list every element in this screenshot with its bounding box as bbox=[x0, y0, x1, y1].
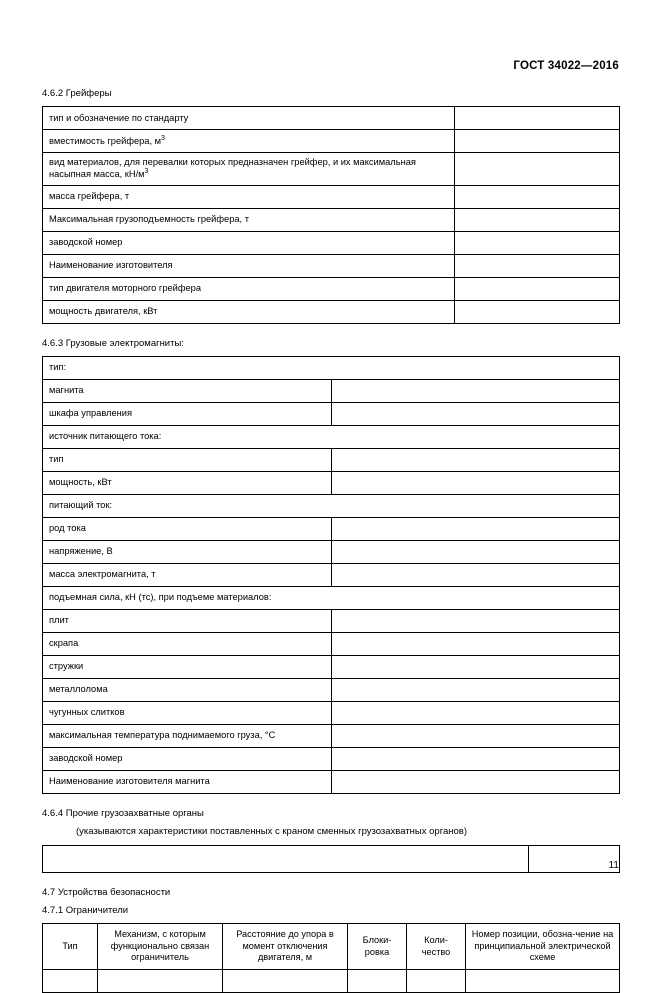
column-header-type: Тип bbox=[43, 924, 98, 970]
table-row bbox=[43, 655, 620, 678]
row-label: стружки bbox=[43, 655, 332, 678]
page-header: ГОСТ 34022—2016 bbox=[513, 60, 619, 72]
row-label: тип bbox=[43, 448, 332, 471]
section-label-other-devices: 4.6.4 Прочие грузозахватные органы bbox=[42, 807, 204, 819]
table-row bbox=[43, 356, 620, 379]
column-header-quantity: Коли-чество bbox=[407, 924, 466, 970]
row-value-field[interactable] bbox=[331, 632, 620, 655]
cell-position[interactable] bbox=[466, 969, 620, 992]
row-value-field[interactable] bbox=[331, 379, 620, 402]
row-value-field[interactable] bbox=[331, 448, 620, 471]
cell-quantity[interactable] bbox=[407, 969, 466, 992]
table-row bbox=[43, 770, 620, 793]
row-value-field[interactable] bbox=[331, 563, 620, 586]
row-label: тип двигателя моторного грейфера bbox=[43, 277, 455, 300]
table-row bbox=[43, 747, 620, 770]
table-row bbox=[43, 130, 620, 153]
row-label: Максимальная грузоподъемность грейфера, т bbox=[43, 208, 455, 231]
row-label: шкафа управления bbox=[43, 402, 332, 425]
row-label: напряжение, В bbox=[43, 540, 332, 563]
row-value-field[interactable] bbox=[331, 747, 620, 770]
row-label: плит bbox=[43, 609, 332, 632]
table-row bbox=[43, 563, 620, 586]
row-label: масса электромагнита, т bbox=[43, 563, 332, 586]
row-label: тип: bbox=[43, 356, 620, 379]
column-header-interlock: Блоки-ровка bbox=[348, 924, 407, 970]
row-value-field[interactable] bbox=[331, 540, 620, 563]
row-value-field[interactable] bbox=[331, 724, 620, 747]
row-label: масса грейфера, т bbox=[43, 185, 455, 208]
grabs-table bbox=[42, 106, 620, 323]
row-value-field[interactable] bbox=[455, 231, 620, 254]
row-label: вид материалов, для перевалки которых предназначен грейфер, и их максимальная насыпная масса, $кН/м^3$ bbox=[43, 153, 455, 185]
row-value-field[interactable] bbox=[455, 130, 620, 153]
section-label-limiters: 4.7.1 Ограничители bbox=[42, 904, 129, 916]
row-value-field[interactable] bbox=[455, 153, 620, 185]
row-value-field[interactable] bbox=[455, 300, 620, 323]
row-label: чугунных слитков bbox=[43, 701, 332, 724]
section-note-other-devices: (указываются характеристики поставленных с краном сменных грузозахватных органов) bbox=[76, 826, 467, 838]
table-row bbox=[43, 231, 620, 254]
row-label: заводской номер bbox=[43, 231, 455, 254]
row-value-field[interactable] bbox=[455, 277, 620, 300]
table-row bbox=[43, 969, 620, 992]
table-row bbox=[43, 845, 620, 872]
table-row bbox=[43, 300, 620, 323]
row-label: Наименование изготовителя магнита bbox=[43, 770, 332, 793]
table-row bbox=[43, 379, 620, 402]
row-label: магнита bbox=[43, 379, 332, 402]
row-label: мощность двигателя, кВт bbox=[43, 300, 455, 323]
column-header-distance: Расстояние до упора в момент отключения двигателя, м bbox=[223, 924, 348, 970]
row-value-field[interactable] bbox=[331, 655, 620, 678]
row-value-field[interactable] bbox=[331, 517, 620, 540]
row-label: питающий ток: bbox=[43, 494, 620, 517]
row-label: Наименование изготовителя bbox=[43, 254, 455, 277]
row-value-field[interactable] bbox=[331, 609, 620, 632]
table-row bbox=[43, 678, 620, 701]
section-label-safety: 4.7 Устройства безопасности bbox=[42, 886, 171, 898]
cell-distance[interactable] bbox=[223, 969, 348, 992]
table-row bbox=[43, 107, 620, 130]
table-row bbox=[43, 254, 620, 277]
row-label: мощность, кВт bbox=[43, 471, 332, 494]
table-row bbox=[43, 425, 620, 448]
row-value-field[interactable] bbox=[529, 845, 620, 872]
table-row bbox=[43, 701, 620, 724]
table-row bbox=[43, 277, 620, 300]
limiters-table bbox=[42, 923, 620, 993]
row-value-field[interactable] bbox=[331, 770, 620, 793]
row-label: источник питающего тока: bbox=[43, 425, 620, 448]
table-row bbox=[43, 402, 620, 425]
table-row bbox=[43, 448, 620, 471]
table-row bbox=[43, 540, 620, 563]
table-row bbox=[43, 185, 620, 208]
row-value-field[interactable] bbox=[331, 701, 620, 724]
table-header-row bbox=[43, 924, 620, 970]
cell-mechanism[interactable] bbox=[98, 969, 223, 992]
row-value-field[interactable] bbox=[455, 185, 620, 208]
row-label: подъемная сила, кН (тс), при подъеме материалов: bbox=[43, 586, 620, 609]
table-row bbox=[43, 586, 620, 609]
row-value-field[interactable] bbox=[455, 107, 620, 130]
table-row bbox=[43, 153, 620, 185]
table-row bbox=[43, 632, 620, 655]
table-row bbox=[43, 609, 620, 632]
row-label: вместимость грейфера, $м^3$ bbox=[43, 130, 455, 153]
table-row bbox=[43, 471, 620, 494]
row-label: тип и обозначение по стандарту bbox=[43, 107, 455, 130]
row-label: скрапа bbox=[43, 632, 332, 655]
row-value-field[interactable] bbox=[331, 471, 620, 494]
table-row bbox=[43, 494, 620, 517]
column-header-mechanism: Механизм, с которым функционально связан ограничитель bbox=[98, 924, 223, 970]
cell-type[interactable] bbox=[43, 969, 98, 992]
table-row bbox=[43, 208, 620, 231]
row-label: заводской номер bbox=[43, 747, 332, 770]
magnets-table bbox=[42, 356, 620, 794]
row-value-field[interactable] bbox=[455, 254, 620, 277]
section-label-magnets: 4.6.3 Грузовые электромагниты: bbox=[42, 337, 184, 349]
row-value-field[interactable] bbox=[331, 678, 620, 701]
row-label: род тока bbox=[43, 517, 332, 540]
column-header-position: Номер позиции, обозна-чение на принципиальной электрической схеме bbox=[466, 924, 620, 970]
page-content bbox=[42, 88, 620, 993]
row-value-field[interactable] bbox=[455, 208, 620, 231]
cell-interlock[interactable] bbox=[348, 969, 407, 992]
page-number: 11 bbox=[608, 860, 619, 871]
row-label: максимальная температура поднимаемого груза, °С bbox=[43, 724, 332, 747]
section-label-grabs: 4.6.2 Грейферы bbox=[42, 88, 112, 99]
other-devices-table bbox=[42, 845, 620, 873]
row-value-field[interactable] bbox=[331, 402, 620, 425]
table-row bbox=[43, 724, 620, 747]
row-value-field[interactable] bbox=[43, 845, 529, 872]
row-label: металлолома bbox=[43, 678, 332, 701]
table-row bbox=[43, 517, 620, 540]
